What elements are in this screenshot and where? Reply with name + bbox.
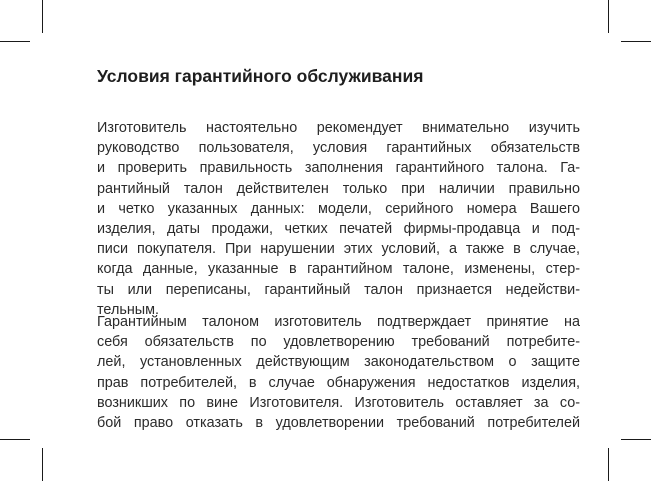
crop-mark-bottom-left-vertical [42,448,43,481]
text-line: ты или переписаны, гарантийный талон признается недействи- [97,281,580,298]
text-line: писи покупателя. При нарушении этих условий, а также в случае, [97,241,580,258]
text-line: себя обязательств по удовлетворению требований потребите- [97,334,580,351]
paragraph-warranty-obligations [97,312,580,433]
crop-mark-bottom-left-horizontal [0,439,30,440]
crop-mark-top-left-vertical [42,0,43,33]
text-line: руководство пользователя, условия гарантийных обязательств [97,140,580,157]
crop-mark-bottom-right-horizontal [621,439,651,440]
text-line: рантийный талон действителен только при наличии правильно [97,180,580,197]
text-line: бой право отказать в удовлетворении требований потребителей [97,414,580,431]
text-line: возникших по вине Изготовителя. Изготовитель оставляет за со- [97,394,580,411]
text-line: когда данные, указанные в гарантийном талоне, изменены, стер- [97,261,580,278]
crop-mark-top-right-horizontal [621,41,651,42]
text-line: и четко указанных данных: модели, серийного номера Вашего [97,200,580,217]
text-line: тельным. [97,301,160,318]
crop-mark-bottom-right-vertical [608,448,609,481]
text-line: и проверить правильность заполнения гарантийного талона. Га- [97,160,580,177]
paragraph-warranty-instructions [97,118,580,320]
text-line: лей, установленных действующим законодательством о защите [97,354,580,371]
crop-mark-top-right-vertical [608,0,609,33]
text-line: изделия, даты продажи, четких печатей фирмы-продавца и под- [97,220,580,237]
text-line: Гарантийным талоном изготовитель подтверждает принятие на [97,314,580,330]
crop-mark-top-left-horizontal [0,41,30,42]
text-line: прав потребителей, в случае обнаружения недостатков изделия, [97,374,580,391]
text-line: Изготовитель настоятельно рекомендует внимательно изучить [97,120,580,136]
page-title: Условия гарантийного обслуживания [97,66,424,86]
